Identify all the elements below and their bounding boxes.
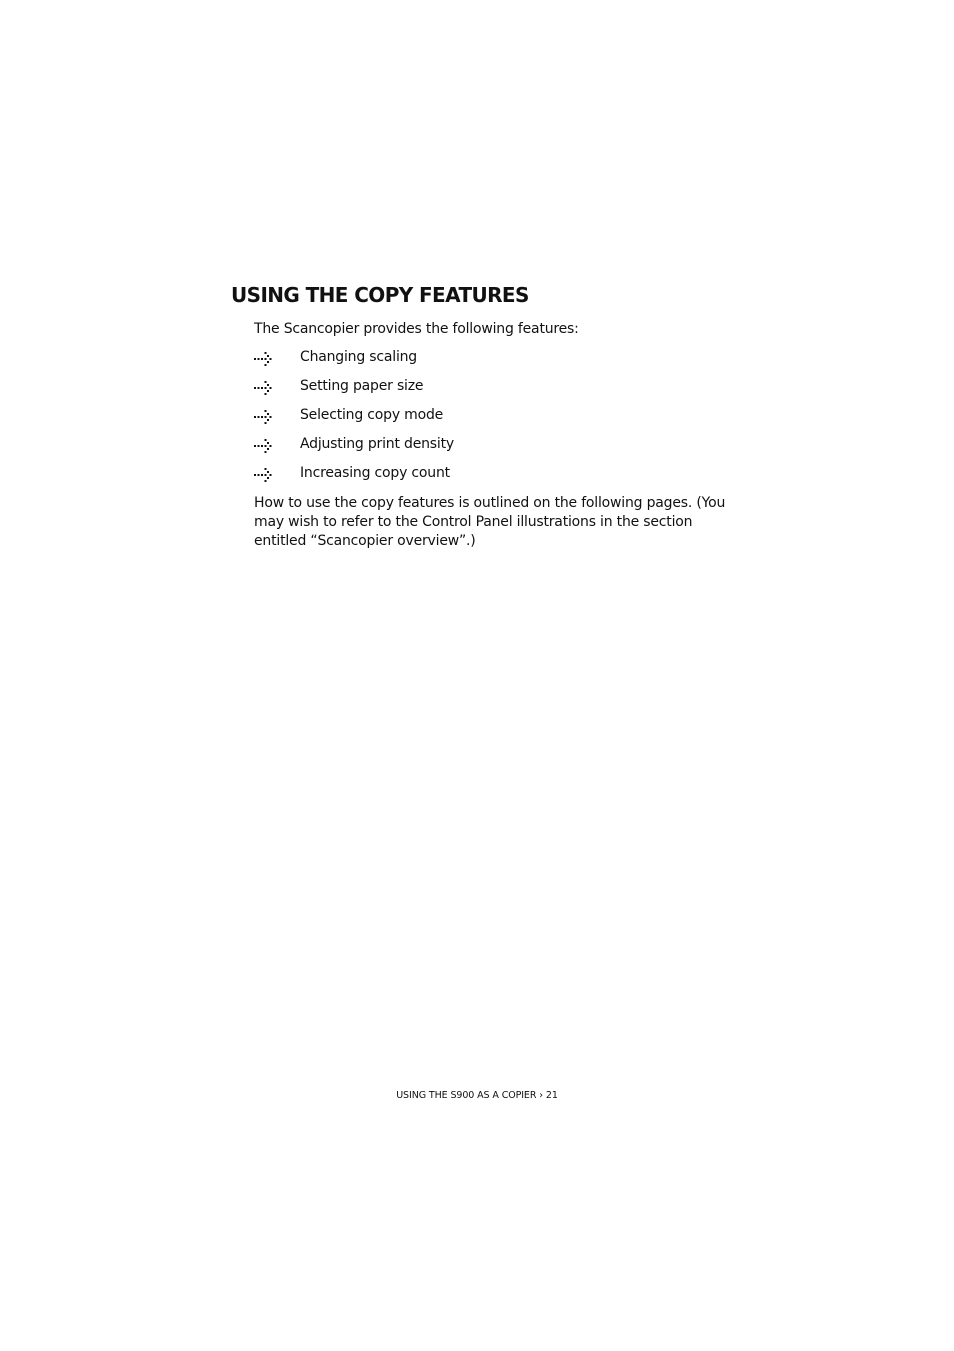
feature-label: Changing scaling xyxy=(300,349,417,365)
page-heading: USING THE COPY FEATURES xyxy=(231,283,529,307)
dotted-arrow-icon xyxy=(254,467,276,483)
feature-label: Selecting copy mode xyxy=(300,407,444,423)
feature-label: Setting paper size xyxy=(300,378,424,394)
dotted-arrow-icon xyxy=(254,438,276,454)
feature-label: Adjusting print density xyxy=(300,436,454,452)
dotted-arrow-icon xyxy=(254,380,276,396)
feature-label: Increasing copy count xyxy=(300,465,450,481)
outro-text: How to use the copy features is outlined on the following pages. (You may wish to refer to the Control Panel illustrations in the section entitled “Scancopier overview”.) xyxy=(254,495,726,549)
page-footer: USING THE S900 AS A COPIER › 21 xyxy=(396,1090,558,1101)
dotted-arrow-icon xyxy=(254,409,276,425)
dotted-arrow-icon xyxy=(254,351,276,367)
intro-text: The Scancopier provides the following features: xyxy=(254,321,579,337)
